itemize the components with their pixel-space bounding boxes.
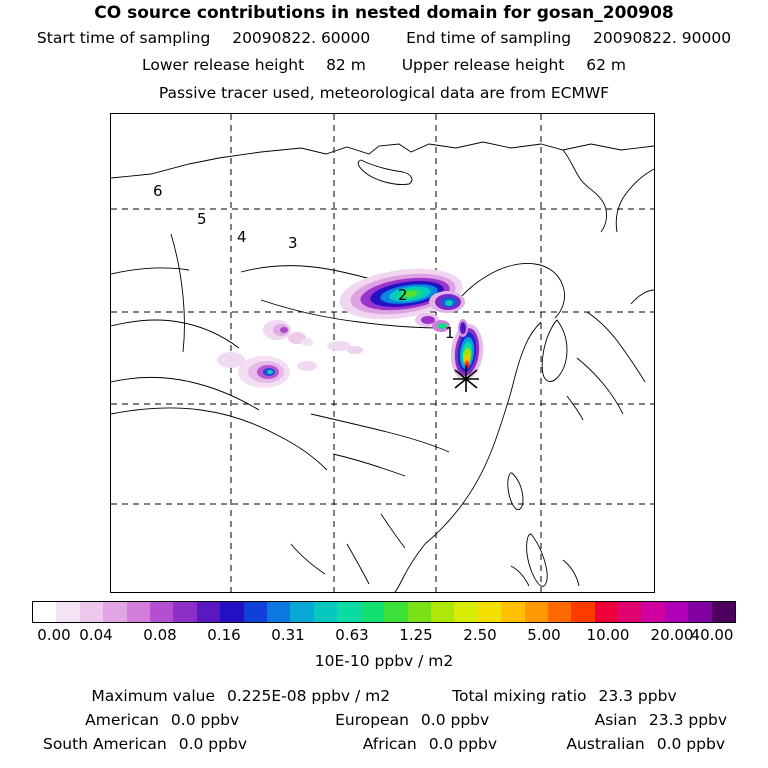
colorbar-cell-16	[408, 602, 431, 622]
colorbar-cell-18	[454, 602, 477, 622]
contour-label-1: 1	[445, 324, 455, 342]
colorbar-cell-26	[642, 602, 665, 622]
colorbar-cell-12	[314, 602, 337, 622]
start-time-value: 20090822. 60000	[232, 29, 371, 47]
colorbar-tick-1: 0.04	[79, 626, 113, 644]
colorbar-cell-7	[197, 602, 220, 622]
colorbar-cell-2	[80, 602, 103, 622]
maximum-value: 0.225E-08 ppbv / m2	[227, 687, 391, 705]
colorbar-cell-28	[688, 602, 711, 622]
map-gridlines	[111, 114, 654, 592]
contour-label-3: 3	[288, 234, 298, 252]
upper-release-height-value: 62 m	[586, 56, 627, 74]
colorbar-cell-1	[56, 602, 79, 622]
upper-release-height-label: Upper release height	[401, 56, 565, 74]
colorbar-tick-5: 0.63	[335, 626, 369, 644]
colorbar-cell-8	[220, 602, 243, 622]
colorbar-cell-9	[244, 602, 267, 622]
colorbar-tick-10: 20.00	[650, 626, 694, 644]
contour-label-6: 6	[153, 182, 163, 200]
map-svg	[111, 114, 654, 592]
colorbar-tick-2: 0.08	[143, 626, 177, 644]
region-value-south-american: 0.0 ppbv	[178, 735, 248, 753]
contour-labels	[153, 182, 455, 342]
colorbar-cell-11	[290, 602, 313, 622]
colorbar-cell-21	[525, 602, 548, 622]
colorbar-cell-0	[33, 602, 56, 622]
region-label-south-american: South American	[42, 735, 167, 753]
map-panel	[110, 113, 655, 593]
release-height-row	[0, 56, 768, 74]
lower-release-height-label: Lower release height	[141, 56, 305, 74]
colorbar-cell-29	[712, 602, 735, 622]
colorbar-tick-0: 0.00	[37, 626, 71, 644]
colorbar-cell-15	[384, 602, 407, 622]
page-title: CO source contributions in nested domain for gosan_200908	[94, 3, 674, 23]
region-label-asian: Asian	[594, 711, 637, 729]
colorbar-cell-22	[548, 602, 571, 622]
colorbar-cell-14	[361, 602, 384, 622]
colorbar-tick-11: 40.00	[690, 626, 734, 644]
colorbar-cell-19	[478, 602, 501, 622]
colorbar-cell-10	[267, 602, 290, 622]
tracer-note: Passive tracer used, meteorological data are from ECMWF	[158, 84, 610, 102]
region-label-american: American	[85, 711, 159, 729]
region-row-2	[0, 735, 768, 753]
colorbar-cell-3	[103, 602, 126, 622]
contour-label-5: 5	[197, 210, 207, 228]
colorbar-tick-7: 2.50	[463, 626, 497, 644]
colorbar-cell-27	[665, 602, 688, 622]
colorbar-cell-13	[337, 602, 360, 622]
region-row-1	[0, 711, 768, 729]
region-value-american: 0.0 ppbv	[170, 711, 240, 729]
sampling-time-row	[0, 29, 768, 47]
colorbar-cell-25	[618, 602, 641, 622]
total-mixing-ratio-label: Total mixing ratio	[452, 687, 587, 705]
colorbar-tick-8: 5.00	[527, 626, 561, 644]
colorbar-cell-5	[150, 602, 173, 622]
colorbar-tick-3: 0.16	[207, 626, 241, 644]
summary-row-max	[0, 687, 768, 705]
colorbar-cell-23	[571, 602, 594, 622]
colorbar-tick-labels	[0, 626, 768, 644]
lower-release-height-value: 82 m	[326, 56, 366, 74]
region-value-asian: 23.3 ppbv	[648, 711, 728, 729]
colorbar-cell-24	[595, 602, 618, 622]
region-label-european: European	[335, 711, 409, 729]
colorbar	[32, 601, 736, 623]
region-value-australian: 0.0 ppbv	[656, 735, 726, 753]
contour-label-2: 2	[398, 286, 408, 304]
region-label-african: African	[362, 735, 417, 753]
region-label-australian: Australian	[566, 735, 645, 753]
contour-label-4: 4	[237, 228, 247, 246]
start-time-label: Start time of sampling	[36, 29, 211, 47]
region-value-european: 0.0 ppbv	[420, 711, 490, 729]
colorbar-unit-label: 10E-10 ppbv / m2	[314, 652, 454, 670]
colorbar-tick-9: 10.00	[586, 626, 630, 644]
colorbar-tick-4: 0.31	[271, 626, 305, 644]
maximum-value-label: Maximum value	[91, 687, 215, 705]
end-time-value: 20090822. 90000	[593, 29, 732, 47]
end-time-label: End time of sampling	[406, 29, 572, 47]
total-mixing-ratio-value: 23.3 ppbv	[598, 687, 677, 705]
colorbar-cell-4	[127, 602, 150, 622]
colorbar-tick-6: 1.25	[399, 626, 433, 644]
colorbar-cell-20	[501, 602, 524, 622]
colorbar-cell-6	[173, 602, 196, 622]
region-value-african: 0.0 ppbv	[428, 735, 498, 753]
colorbar-cell-17	[431, 602, 454, 622]
